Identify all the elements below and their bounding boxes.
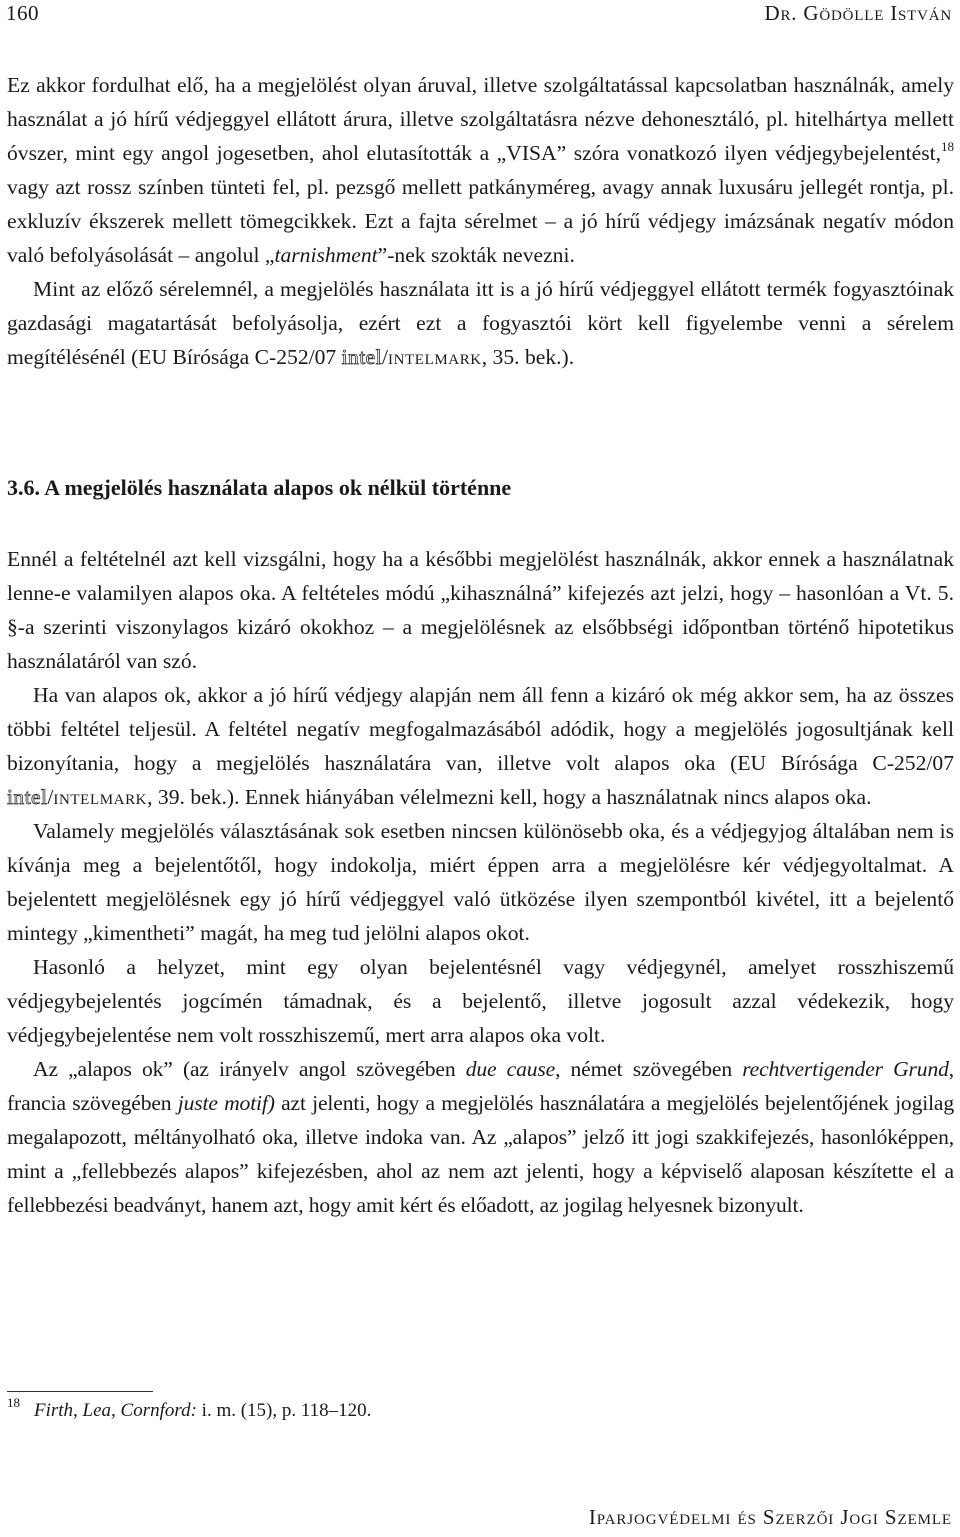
text-run: vagy azt rossz színben tünteti fel, pl. pezsgő mellett patkányméreg, avagy annak luxusáru jellegét rontja, pl. exkluzív ékszerek mellett tömegcikkek. Ezt a fajta sérelmet – a jó hírű védjegy imázsának negatív módon való befolyásolását – angolul „ bbox=[7, 175, 954, 267]
running-head: Dr. Gödölle István bbox=[764, 1, 952, 25]
text-run: azt jelenti, hogy a megjelölés használatára a megjelölés bejelentőjének jogilag megalapozott, méltányolható oka, illetve indoka van. Az „alapos” jelző itt jogi szakkifejezés, hasonlóképpen, mint a „fellebbezés alapos” kifejezésben, ahol az nem azt jelenti, hogy a képviselő alaposan készítette el a fellebbezési beadványt, hanem azt, hogy amit kért és előadott, az jogilag helyesnek bizonyult. bbox=[7, 1091, 954, 1217]
paragraph bbox=[7, 1052, 954, 1222]
page-number: 160 bbox=[6, 1, 39, 25]
paragraph: Ennél a feltételnél azt kell vizsgálni, hogy ha a későbbi megjelölést használnák, akkor ennek a használatnak lenne-e valamilyen alapos oka. A feltételes módú „kihasználná” kifejezés azt jelzi, hogy – hasonlóan a Vt. 5. §-a szerinti viszonylagos kizáró okokhoz – a megjelölésnek az elsőbbségi időpontban történő hipotetikus használatáról van szó. bbox=[7, 547, 954, 673]
italic-term: rechtvertigender Grund bbox=[742, 1057, 949, 1081]
section-heading: 3.6. A megjelölés használata alapos ok nélkül történne bbox=[7, 475, 512, 500]
paragraph: Valamely megjelölés választásának sok esetben nincsen különösebb oka, és a védjegyjog általában nem is kívánja meg a bejelentőtől, hogy indokolja, miért éppen arra a megjelölésre kér védjegyoltalmat. A bejelentett megjelölésnek egy jó hírű védjeggyel való ütközése ilyen szempontból kivétel, itt a bejelentő mintegy „kimentheti” magát, ha meg tud jelölni alapos okot. bbox=[7, 819, 954, 945]
footnote bbox=[7, 1397, 371, 1425]
italic-term: tarnishment bbox=[274, 243, 378, 267]
text-run: Mint az előző sérelemnél, a megjelölés használata itt is a jó hírű védjeggyel ellátott termék fogyasztóinak gazdasági magatartását befolyásolja, ezért ezt a fogyasztói kört kell figyelembe venni a sérelem megítélésénél (EU Bírósága C-252/07 bbox=[7, 277, 954, 369]
text-run: / bbox=[47, 785, 54, 809]
italic-term: juste motif) bbox=[177, 1091, 275, 1115]
text-run: ”-nek szokták nevezni. bbox=[377, 243, 575, 267]
body-text-lower bbox=[7, 542, 954, 1222]
paragraph: Hasonló a helyzet, mint egy olyan bejelentésnél vagy védjegynél, amelyet rosszhiszemű védjegybejelentés jogcímén támadnak, és a bejelentő, illetve jogosult azzal védekezik, hogy védjegybejelentése nem volt rosszhiszemű, mert arra alapos oka volt. bbox=[7, 955, 954, 1047]
paragraph bbox=[7, 272, 954, 374]
trademark-name: intelmark bbox=[388, 345, 482, 369]
journal-footer: Iparjogvédelmi és Szerzői Jogi Szemle bbox=[588, 1505, 952, 1529]
text-run: / bbox=[382, 345, 389, 369]
paragraph bbox=[7, 68, 954, 272]
text-run: Ha van alapos ok, akkor a jó hírű védjegy alapján nem áll fenn a kizáró ok még akkor sem, ha az összes többi feltétel teljesül. A feltétel negatív megfogalmazásából adódik, hogy a megjelölés jogosultjának kell bizonyítania, hogy a megjelölés használatára van, illetve volt alapos oka (EU Bírósága C-252/07 bbox=[7, 683, 954, 775]
trademark-logo-text: intel bbox=[341, 345, 383, 369]
italic-term: due cause bbox=[465, 1057, 556, 1081]
text-run: , 39. bek.). Ennek hiányában vélelmezni kell, hogy a használatnak nincs alapos oka. bbox=[147, 785, 872, 809]
trademark-name: intelmark bbox=[53, 785, 148, 809]
footnote-authors: Firth, Lea, Cornford: bbox=[34, 1400, 197, 1421]
trademark-logo-text: intel bbox=[7, 785, 48, 809]
footnote-ref[interactable]: 18 bbox=[941, 139, 954, 154]
footnote-divider bbox=[7, 1391, 153, 1392]
footnote-citation: i. m. (15), p. 118–120. bbox=[196, 1400, 372, 1421]
footnote-number: 18 bbox=[7, 1395, 20, 1410]
text-run: Az „alapos ok” (az irányelv angol szövegében bbox=[33, 1057, 466, 1081]
text-run: , német szövegében bbox=[555, 1057, 743, 1081]
body-text-upper bbox=[7, 68, 954, 374]
text-run: , francia szövegében bbox=[7, 1057, 954, 1115]
text-run: Ez akkor fordulhat elő, ha a megjelölést olyan áruval, illetve szolgáltatással kapcsolatban használnák, amely használat a jó hírű védjeggyel ellátott árura, illetve szolgáltatásra nézve dehonesztáló, pl. hitelhártya mellett óvszer, mint egy angol jogesetben, ahol elutasították a „VISA” szóra vonatkozó ilyen védjegybejelentést, bbox=[7, 73, 954, 165]
text-run: , 35. bek.). bbox=[481, 345, 575, 369]
paragraph bbox=[7, 678, 954, 814]
